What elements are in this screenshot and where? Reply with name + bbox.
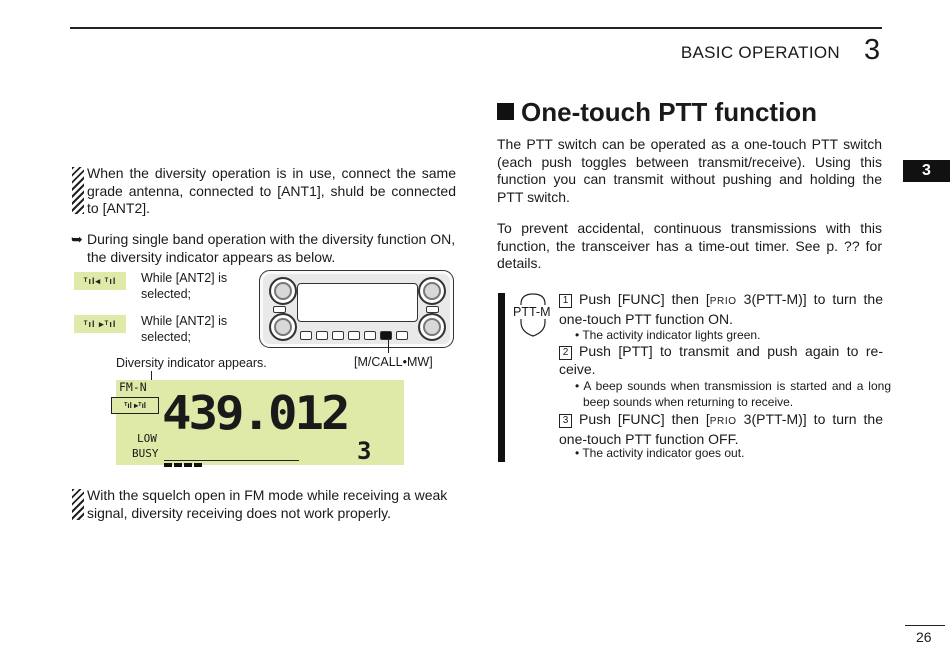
timeout-paragraph: To prevent accidental, continuous transmissions with this function, the transceiver has a time-out timer. See p. ?? for details.: [497, 220, 882, 271]
header-rule: [70, 27, 882, 29]
signal-bar-segment: [164, 463, 172, 467]
step-1: 1 Push [FUNC] then [PRIO 3(PTT-M)] to turn the one-touch PTT function ON.: [559, 291, 883, 327]
ant2-label-2: While [ANT2] is selected;: [141, 314, 228, 344]
note-icon: [72, 489, 84, 520]
step-number: 3: [559, 414, 572, 428]
front-key: [316, 331, 328, 340]
square-bullet-icon: [497, 103, 514, 120]
section-title-text: One-touch PTT function: [521, 97, 818, 127]
lcd-busy: BUSY: [132, 447, 159, 460]
step-number: 1: [559, 294, 572, 308]
diversity-indicator-ant1: ᵀıl◂ ᵀıl: [74, 272, 126, 290]
squelch-note-text: With the squelch open in FM mode while receiving a weak signal, diversity receiving does not work properly.: [87, 487, 448, 521]
lcd-diversity-indicator: ᵀıl ▸ᵀıl: [111, 397, 159, 414]
diversity-info-text: During single band operation with the diversity function ON, the diversity indicator appears as below.: [87, 231, 456, 265]
front-key: [332, 331, 344, 340]
step-1-bullet: • The activity indicator lights green.: [575, 328, 761, 342]
intro-paragraph: The PTT switch can be operated as a one-touch PTT switch (each push toggles between transmit/receive). Using this function you can transmit without pushing and holding the PTT switch.: [497, 136, 882, 205]
lcd-signal-bars: [164, 454, 299, 461]
lcd-power: LOW: [137, 432, 157, 445]
chapter-number: 3: [864, 34, 881, 66]
signal-bar-segment: [184, 463, 192, 467]
signal-bar-segment: [194, 463, 202, 467]
lcd-channel: 3: [357, 437, 372, 465]
lcd-mode: FM-N: [119, 380, 147, 394]
prio-key: PRIO: [709, 296, 737, 307]
radio-display: [297, 283, 418, 322]
lcd-display: [116, 380, 404, 465]
mcall-pointer-line: [388, 338, 389, 353]
page-number: 26: [916, 629, 932, 645]
side-chapter-tab[interactable]: 3: [903, 160, 950, 182]
radio-front-panel: [259, 270, 454, 348]
lcd-frequency: 439.012: [162, 386, 348, 441]
front-key: [300, 331, 312, 340]
arrow-icon: ➥: [71, 231, 83, 247]
note-ant-text: When the diversity operation is in use, connect the same grade antenna, connected to [ANT1], shuld be connected to [ANT2].: [87, 165, 456, 216]
step-number: 2: [559, 346, 572, 360]
header-title: BASIC OPERATION: [680, 43, 840, 62]
section-title: [497, 97, 817, 128]
mcall-mw-key: [380, 331, 392, 340]
right-upper-knob: [418, 277, 446, 305]
left-upper-knob: [269, 277, 297, 305]
step-2-bullet: • A beep sounds when transmission is started and a long beep sounds when returning to receive.: [575, 379, 891, 409]
step-3-bullet: • The activity indicator goes out.: [575, 446, 745, 460]
ant2-label-1: While [ANT2] is selected;: [141, 271, 228, 301]
steps-side-bar: [498, 293, 505, 462]
prio-key: PRIO: [709, 416, 737, 427]
note-icon: [72, 167, 84, 214]
front-key: [348, 331, 360, 340]
side-button: [273, 306, 286, 313]
front-key: [364, 331, 376, 340]
front-key: [396, 331, 408, 340]
diversity-caption: Diversity indicator appears.: [116, 356, 267, 370]
ptt-m-label: PTT-M: [513, 305, 551, 319]
step-3: 3 Push [FUNC] then [PRIO 3(PTT-M)] to turn the one-touch PTT function OFF.: [559, 411, 883, 447]
left-lower-knob: [269, 313, 297, 341]
signal-bar-segment: [174, 463, 182, 467]
diversity-indicator-ant2: ᵀıl ▸ᵀıl: [74, 315, 126, 333]
right-lower-knob: [418, 313, 446, 341]
footer-rule: [905, 625, 945, 626]
step-2: 2 Push [PTT] to transmit and push again to re-ceive.: [559, 343, 883, 377]
side-button: [426, 306, 439, 313]
mcall-mw-label: [M/CALL•MW]: [354, 355, 433, 369]
